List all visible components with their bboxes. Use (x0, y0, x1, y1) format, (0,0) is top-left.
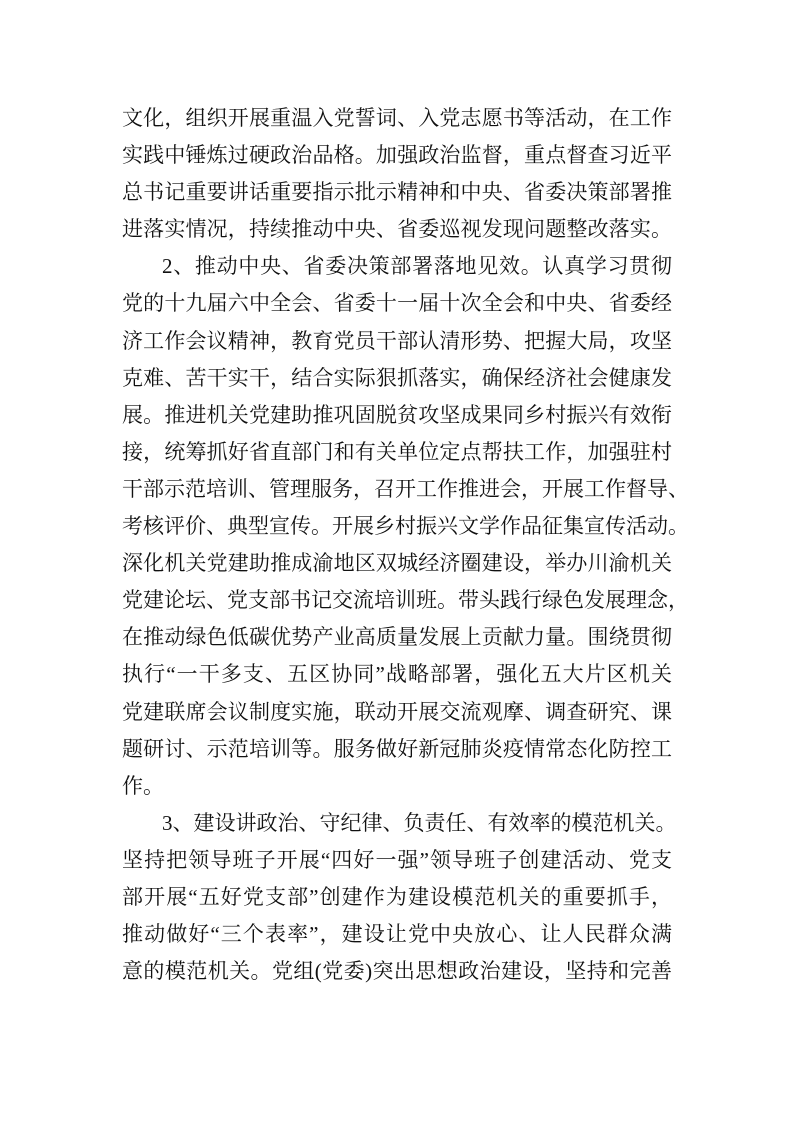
text-line: 在推动绿色低碳优势产业高质量发展上贡献力量。围绕贯彻 (122, 625, 672, 650)
text-line: 意的模范机关。党组(党委)突出思想政治建设，坚持和完善 (122, 959, 672, 984)
text-line: 深化机关党建助推成渝地区双城经济圈建设，举办川渝机关 (122, 551, 672, 576)
text-line: 题研讨、示范培训等。服务做好新冠肺炎疫情常态化防控工 (122, 736, 672, 761)
text-line: 部开展“五好党支部”创建作为建设模范机关的重要抓手， (122, 884, 672, 909)
text-line: 接，统筹抓好省直部门和有关单位定点帮扶工作，加强驻村 (122, 439, 672, 464)
text-line: 2、推动中央、省委决策部署落地见效。认真学习贯彻 (162, 254, 672, 279)
paragraph (122, 805, 677, 990)
text-line: 总书记重要讲话重要指示批示精神和中央、省委决策部署推 (122, 180, 672, 205)
text-line: 考核评价、典型宣传。开展乡村振兴文学作品征集宣传活动。 (122, 514, 689, 539)
paragraph (122, 248, 689, 804)
text-line: 推动做好“三个表率”，建设让党中央放心、让人民群众满 (122, 922, 672, 947)
text-line: 3、建设讲政治、守纪律、负责任、有效率的模范机关。 (162, 810, 677, 835)
text-line: 党建论坛、党支部书记交流培训班。带头践行绿色发展理念， (122, 588, 689, 613)
text-line: 党的十九届六中全会、省委十一届十次全会和中央、省委经 (122, 291, 672, 316)
text-line: 展。推进机关党建助推巩固脱贫攻坚成果同乡村振兴有效衔 (122, 402, 672, 427)
text-line: 文化，组织开展重温入党誓词、入党志愿书等活动，在工作 (122, 106, 672, 130)
text-line: 进落实情况，持续推动中央、省委巡视发现问题整改落实。 (122, 217, 672, 242)
text-line: 济工作会议精神，教育党员干部认清形势、把握大局，攻坚 (122, 328, 672, 353)
text-line: 实践中锤炼过硬政治品格。加强政治监督，重点督查习近平 (122, 143, 672, 168)
text-line: 党建联席会议制度实施，联动开展交流观摩、调查研究、课 (122, 699, 672, 724)
text-line: 执行“一干多支、五区协同”战略部署，强化五大片区机关 (122, 662, 672, 687)
text-line: 干部示范培训、管理服务，召开工作推进会，开展工作督导、 (122, 476, 689, 501)
text-line: 克难、苦干实干，结合实际狠抓落实，确保经济社会健康发 (122, 365, 672, 390)
text-line: 坚持把领导班子开展“四好一强”领导班子创建活动、党支 (122, 847, 672, 872)
paragraph (122, 100, 672, 248)
body-text (122, 100, 689, 990)
text-line: 作。 (122, 773, 164, 798)
